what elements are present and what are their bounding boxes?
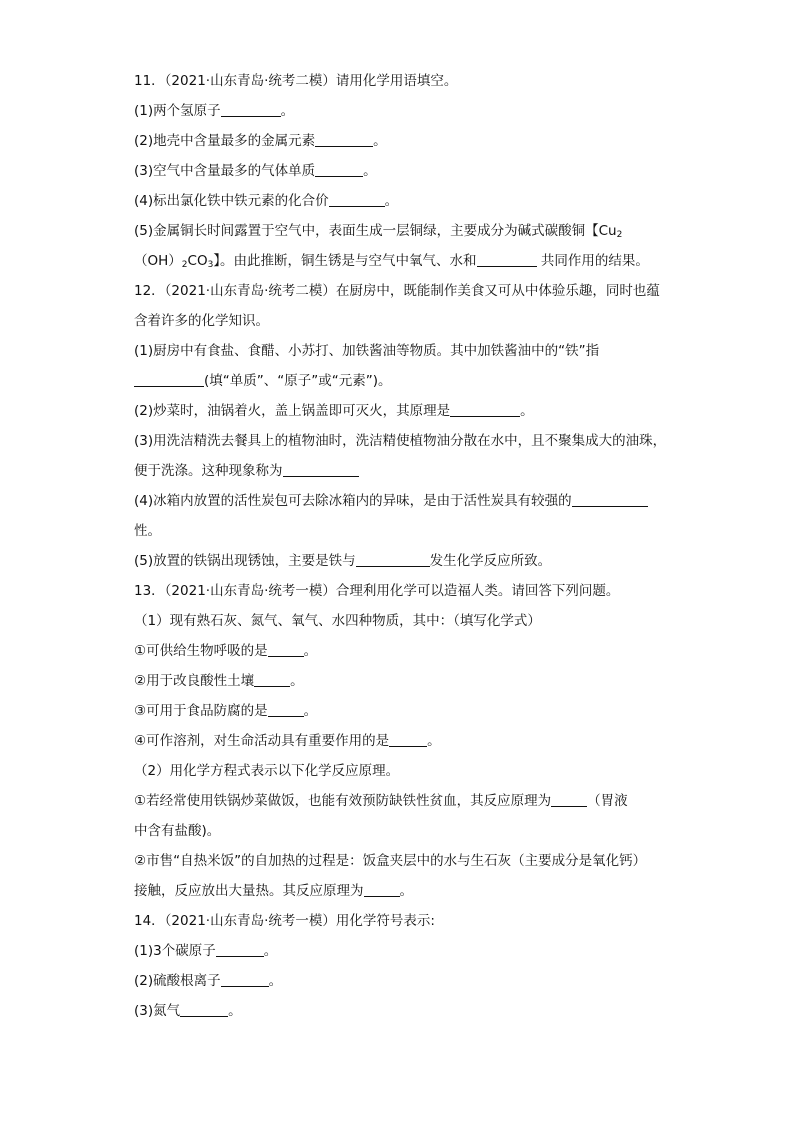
period: 。: [280, 103, 295, 119]
answer-blank[interactable]: [364, 880, 400, 897]
q13-item-text: 中含有盐酸)。: [134, 823, 221, 839]
answer-blank[interactable]: [315, 130, 373, 147]
q12-item-3-text: 便于洗涤。这种现象称为: [134, 463, 283, 479]
q13-part-2-item-2-line-2: [134, 876, 664, 906]
q14-item-text: (1)3个碳原子: [134, 943, 216, 959]
q13-part-2-text: （2）用化学方程式表示以下化学反应原理。: [134, 763, 400, 779]
answer-blank[interactable]: [268, 640, 304, 657]
subscript-2: 2: [181, 260, 188, 270]
q12-item-1-text: (填“单质”、“原子”或“元素”)。: [204, 373, 392, 389]
q13-part-1-item-4: [134, 726, 664, 756]
question-14-title: [134, 906, 664, 936]
q13-part-1-item-2: [134, 666, 664, 696]
q12-item-1-line-1: [134, 336, 664, 366]
period: 。: [399, 883, 413, 899]
question-13-title: [134, 576, 664, 606]
period: 。: [303, 643, 318, 659]
q12-item-4-line-2: [134, 516, 664, 546]
answer-blank[interactable]: [315, 160, 363, 177]
q11-item-2-text: (2)地壳中含量最多的金属元素: [134, 133, 316, 149]
period: 。: [290, 673, 304, 689]
answer-blank[interactable]: [216, 940, 264, 957]
answer-blank[interactable]: [572, 490, 648, 507]
answer-blank[interactable]: [477, 250, 537, 267]
q13-part-2-item-1-line-2: [134, 816, 664, 846]
q13-item-text: ④可作溶剂，对生命活动具有重要作用的是: [134, 733, 390, 749]
q12-item-4-line-1: [134, 486, 664, 516]
q13-part-2-item-1-line-1: [134, 786, 664, 816]
q13-part-1-text: （1）现有熟石灰、氮气、氧气、水四种物质，其中：（填写化学式）: [134, 613, 541, 629]
period: 。: [228, 1003, 242, 1019]
q11-item-2: [134, 126, 664, 156]
period: 。: [520, 403, 534, 419]
q12-item-2-text: (2)炒菜时，油锅着火，盖上锅盖即可灭火，其原理是: [134, 403, 451, 419]
formula-part: CO: [187, 253, 208, 269]
q13-part-1: [134, 606, 664, 636]
question-12-title-2: [134, 306, 664, 336]
q11-item-4-text: (4)标出氯化铁中铁元素的化合价: [134, 193, 329, 209]
answer-blank[interactable]: [283, 460, 359, 477]
q12-item-2: [134, 396, 664, 426]
question-11-title: [134, 66, 664, 96]
q13-item-text: ②市售“自热米饭”的自加热的过程是：饭盒夹层中的水与生石灰（主要成分是氧化钙）: [134, 853, 647, 869]
question-12-title: [134, 276, 664, 306]
q14-item-text: (3)氮气: [134, 1003, 181, 1019]
q12-item-3-line-1: [134, 426, 667, 456]
q12-item-1-text: (1)厨房中有食盐、食醋、小苏打、加铁酱油等物质。其中加铁酱油中的“铁”指: [134, 343, 600, 359]
subscript-2: 2: [616, 230, 623, 240]
q11-item-5-tail: 共同作用的结果。: [536, 253, 649, 269]
q12-item-5-text: (5)放置的铁锅出现锈蚀，主要是铁与: [134, 553, 356, 569]
q13-item-text: ①可供给生物呼吸的是: [134, 643, 268, 659]
q13-item-text: ③可用于食品防腐的是: [134, 703, 268, 719]
q14-item-1: [134, 936, 664, 966]
answer-blank[interactable]: [329, 190, 385, 207]
q13-item-text: ②用于改良酸性土壤: [134, 673, 255, 689]
question-14-title-text: 14．（2021·山东青岛·统考一模）用化学符号表示:: [134, 913, 435, 929]
answer-blank[interactable]: [551, 790, 587, 807]
q11-item-5-text: (5)金属铜长时间露置于空气中，表面生成一层铜绿，主要成分为碱式碳酸铜【Cu: [134, 223, 617, 239]
q11-item-5-line-1: [134, 216, 664, 246]
period: 。: [384, 193, 399, 209]
q11-item-3-text: (3)空气中含量最多的气体单质: [134, 163, 316, 179]
answer-blank[interactable]: [450, 400, 520, 417]
answer-blank[interactable]: [389, 730, 427, 747]
answer-blank[interactable]: [356, 550, 430, 567]
period: 。: [263, 943, 278, 959]
formula-part: （OH）: [134, 253, 182, 269]
period: 。: [427, 733, 441, 749]
q12-item-3-line-2: [134, 456, 664, 486]
period: 。: [363, 163, 377, 179]
answer-blank[interactable]: [254, 670, 290, 687]
answer-blank[interactable]: [221, 970, 269, 987]
q11-item-3: [134, 156, 664, 186]
q14-item-3: [134, 996, 664, 1026]
subscript-3: 3: [207, 260, 214, 270]
q13-item-text: ①若经常使用铁锅炒菜做饭，也能有效预防缺铁性贫血，其反应原理为: [134, 793, 552, 809]
q11-item-1: [134, 96, 664, 126]
q13-part-2-item-2-line-1: [134, 846, 664, 876]
q12-item-5: [134, 546, 664, 576]
q13-part-1-item-1: [134, 636, 664, 666]
q11-item-5-text: 】。由此推断，铜生锈是与空气中氧气、水和: [213, 253, 477, 269]
q13-item-text: 接触，反应放出大量热。其反应原理为: [134, 883, 364, 899]
question-12-title-text: 含着许多的化学知识。: [134, 313, 269, 329]
q13-item-text: （胃液: [587, 793, 628, 809]
q12-item-5-text: 发生化学反应所致。: [429, 553, 552, 569]
q11-item-4: [134, 186, 664, 216]
q12-item-4-text: 性。: [134, 523, 161, 539]
answer-blank[interactable]: [134, 370, 204, 387]
q13-part-1-item-3: [134, 696, 664, 726]
q12-item-4-text: (4)冰箱内放置的活性炭包可去除冰箱内的异味，是由于活性炭具有较强的: [134, 493, 572, 509]
question-11-title-text: 11．（2021·山东青岛·统考二模）请用化学用语填空。: [134, 73, 458, 89]
q13-part-2: [134, 756, 664, 786]
question-12-title-text: 12．（2021·山东青岛·统考二模）在厨房中，既能制作美食又可从中体验乐趣，同时也蕴: [134, 283, 660, 299]
period: 。: [373, 133, 387, 149]
answer-blank[interactable]: [221, 100, 281, 117]
q11-item-5-line-2: [134, 246, 664, 276]
answer-blank[interactable]: [180, 1000, 228, 1017]
question-13-title-text: 13．（2021·山东青岛·统考一模）合理利用化学可以造福人类。请回答下列问题。: [134, 583, 620, 599]
answer-blank[interactable]: [268, 700, 304, 717]
q12-item-1-line-2: [134, 366, 664, 396]
period: 。: [268, 973, 283, 989]
q11-item-1-text: (1)两个氢原子: [134, 103, 221, 119]
period: 。: [303, 703, 318, 719]
q12-item-3-text: (3)用洗洁精洗去餐具上的植物油时，洗洁精使植物油分散在水中，且不聚集成大的油珠，: [134, 433, 667, 449]
q14-item-text: (2)硫酸根离子: [134, 973, 221, 989]
q14-item-2: [134, 966, 664, 996]
question-content: [134, 66, 667, 1026]
